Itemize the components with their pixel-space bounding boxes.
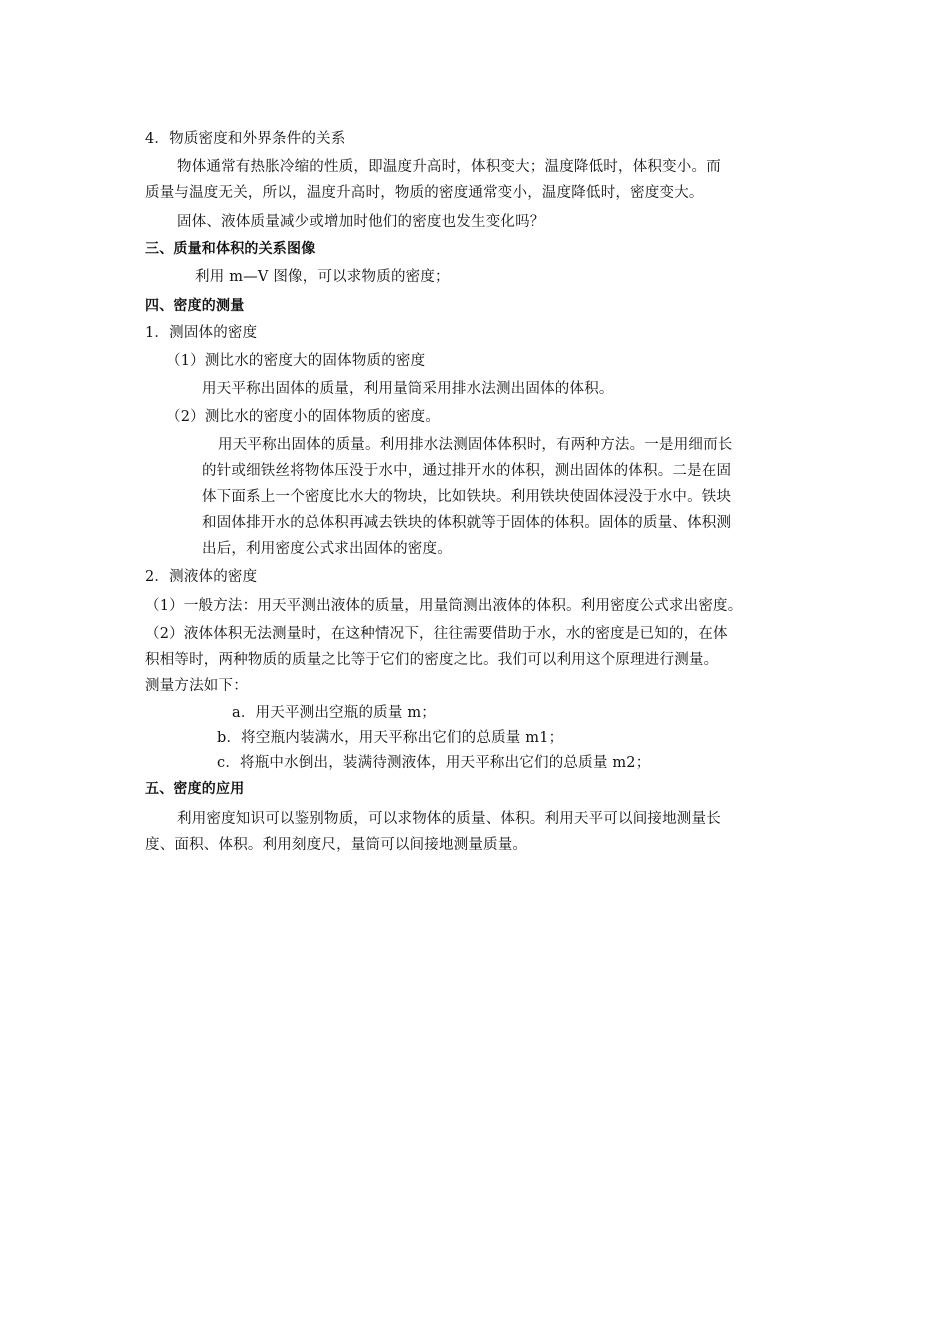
paragraph-line: 和固体排开水的总体积再减去铁块的体积就等于固体的体积。固体的质量、体积测 — [202, 515, 732, 531]
step-item: b．将空瓶内装满水，用天平称出它们的总质量 m1； — [217, 730, 564, 746]
section-5-heading: 五、密度的应用 — [145, 781, 245, 797]
paragraph-line: 用天平称出固体的质量。利用排水法测固体体积时，有两种方法。一是用细而长 — [218, 437, 733, 453]
paragraph-line: 出后，利用密度公式求出固体的密度。 — [202, 541, 452, 557]
paragraph-line: 用天平称出固体的质量，利用量筒采用排水法测出固体的体积。 — [202, 381, 614, 397]
paragraph-line: 测量方法如下： — [145, 678, 248, 694]
list-item: （1）测比水的密度大的固体物质的密度 — [166, 353, 426, 369]
paragraph-line: 体下面系上一个密度比水大的物块，比如铁块。利用铁块使固体浸没于水中。铁块 — [202, 489, 732, 505]
paragraph-line: 物体通常有热胀冷缩的性质，即温度升高时，体积变大；温度降低时，体积变小。而 — [177, 159, 721, 175]
paragraph-line: 质量与温度无关，所以，温度升高时，物质的密度通常变小，温度降低时，密度变大。 — [145, 185, 704, 201]
section-4-title: 4．物质密度和外界条件的关系 — [145, 131, 346, 147]
paragraph-line: 利用 m—V 图像，可以求物质的密度； — [195, 269, 450, 285]
subsection-title: 1．测固体的密度 — [145, 325, 258, 341]
section-3-heading: 三、质量和体积的关系图像 — [145, 241, 316, 257]
section-4-heading: 四、密度的测量 — [145, 298, 245, 314]
paragraph-line: 度、面积、体积。利用刻度尺，量筒可以间接地测量质量。 — [145, 837, 528, 853]
paragraph-line: 利用密度知识可以鉴别物质，可以求物体的质量、体积。利用天平可以间接地测量长 — [177, 811, 721, 827]
step-item: c．将瓶中水倒出，装满待测液体，用天平称出它们的总质量 m2； — [217, 755, 651, 771]
list-item: （2）液体体积无法测量时，在这种情况下，往往需要借助于水，水的密度是已知的，在体 — [145, 626, 728, 642]
paragraph-line: 的针或细铁丝将物体压没于水中，通过排开水的体积，测出固体的体积。二是在固 — [202, 463, 732, 479]
paragraph-line: 固体、液体质量减少或增加时他们的密度也发生变化吗？ — [177, 214, 545, 230]
list-item: （1）一般方法：用天平测出液体的质量，用量筒测出液体的体积。利用密度公式求出密度。 — [145, 598, 743, 614]
list-item: （2）测比水的密度小的固体物质的密度。 — [166, 409, 441, 425]
subsection-title: 2．测液体的密度 — [145, 569, 258, 585]
step-item: a．用天平测出空瓶的质量 m； — [232, 705, 437, 721]
paragraph-line: 积相等时，两种物质的质量之比等于它们的密度之比。我们可以利用这个原理进行测量。 — [145, 652, 719, 668]
